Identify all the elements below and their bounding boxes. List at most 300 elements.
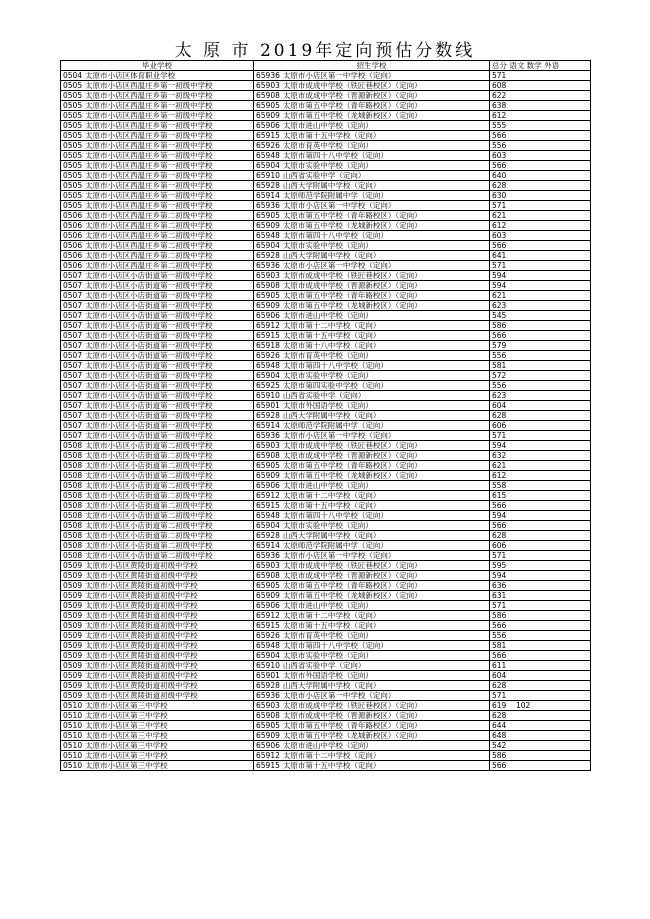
table-header-row <box>61 61 591 71</box>
admit-school-code: 65915 <box>256 331 280 340</box>
admit-school-cell <box>254 141 490 151</box>
grad-school-name: 太原市小店区黄陵街道初级中学校 <box>85 681 198 690</box>
table-row <box>61 141 591 151</box>
grad-school-code: 0505 <box>63 121 83 130</box>
total-score: 594 <box>492 511 507 520</box>
grad-school-name: 太原市小店区小店街道第一初级中学校 <box>85 291 213 300</box>
admit-school-cell <box>254 241 490 251</box>
admit-school-code: 65915 <box>256 621 280 630</box>
table-row <box>61 601 591 611</box>
admit-school-cell <box>254 571 490 581</box>
total-score: 621 <box>492 211 507 220</box>
grad-school-code: 0510 <box>63 741 83 750</box>
grad-school-name: 太原市小店区小店街道第二初级中学校 <box>85 491 213 500</box>
admit-school-name: 山西省实验中学（定向） <box>282 171 366 180</box>
total-score: 628 <box>492 531 507 540</box>
total-score: 628 <box>492 681 507 690</box>
total-score: 545 <box>492 311 507 320</box>
total-score: 571 <box>492 691 507 700</box>
grad-school-code: 0509 <box>63 661 83 670</box>
admit-school-name: 太原市小店区第一中学校（定向） <box>282 201 396 210</box>
total-score: 586 <box>492 611 507 620</box>
admit-school-name: 太原市实验中学校（定向） <box>282 521 373 530</box>
admit-school-name: 太原市第十二中学校（定向） <box>282 321 381 330</box>
table-row <box>61 611 591 621</box>
admit-school-cell <box>254 321 490 331</box>
score-cell <box>490 671 591 681</box>
admit-school-cell <box>254 291 490 301</box>
admit-school-name: 太原市第四十八中学校（定向） <box>282 511 388 520</box>
total-score: 566 <box>492 651 507 660</box>
grad-school-cell <box>61 551 254 561</box>
grad-school-code: 0505 <box>63 91 83 100</box>
grad-school-name: 太原市小店区黄陵街道初级中学校 <box>85 631 198 640</box>
total-score: 641 <box>492 251 507 260</box>
grad-school-code: 0508 <box>63 531 83 540</box>
admit-school-name: 山西大学附属中学校（定向） <box>282 251 381 260</box>
grad-school-code: 0508 <box>63 521 83 530</box>
score-cell <box>490 311 591 321</box>
admit-school-cell <box>254 521 490 531</box>
admit-school-cell <box>254 151 490 161</box>
admit-school-cell <box>254 71 490 81</box>
admit-school-name: 太原市成成中学校（铁匠巷校区）（定向） <box>282 561 422 570</box>
table-row <box>61 521 591 531</box>
total-score: 621 <box>492 461 507 470</box>
grad-school-name: 太原市小店区西温庄乡第二初级中学校 <box>85 211 213 220</box>
admit-school-code: 65936 <box>256 71 280 80</box>
total-score: 571 <box>492 261 507 270</box>
score-cell <box>490 571 591 581</box>
grad-school-code: 0508 <box>63 541 83 550</box>
admit-school-name: 太原市第五中学校（龙城新校区）（定向） <box>282 471 422 480</box>
grad-school-code: 0509 <box>63 571 83 580</box>
grad-school-cell <box>61 181 254 191</box>
total-score: 571 <box>492 71 507 80</box>
admit-school-code: 65901 <box>256 671 280 680</box>
grad-school-cell <box>61 251 254 261</box>
score-cell <box>490 161 591 171</box>
total-score: 622 <box>492 91 507 100</box>
grad-school-name: 太原市小店区西温庄乡第一初级中学校 <box>85 131 213 140</box>
admit-school-cell <box>254 181 490 191</box>
score-cell <box>490 331 591 341</box>
admit-school-cell <box>254 441 490 451</box>
grad-school-code: 0508 <box>63 461 83 470</box>
table-row <box>61 751 591 761</box>
grad-school-name: 太原市小店区黄陵街道初级中学校 <box>85 611 198 620</box>
table-row <box>61 661 591 671</box>
admit-school-code: 65948 <box>256 361 280 370</box>
score-cell <box>490 431 591 441</box>
total-score: 638 <box>492 101 507 110</box>
grad-school-cell <box>61 511 254 521</box>
total-score: 644 <box>492 721 507 730</box>
grad-school-name: 太原市小店区西温庄乡第一初级中学校 <box>85 111 213 120</box>
grad-school-name: 太原市小店区小店街道第一初级中学校 <box>85 421 213 430</box>
table-row <box>61 401 591 411</box>
admit-school-code: 65910 <box>256 391 280 400</box>
total-score: 566 <box>492 501 507 510</box>
grad-school-cell <box>61 211 254 221</box>
admit-school-cell <box>254 501 490 511</box>
admit-school-code: 65904 <box>256 241 280 250</box>
admit-school-name: 太原市实验中学校（定向） <box>282 161 373 170</box>
table-row <box>61 201 591 211</box>
grad-school-cell <box>61 151 254 161</box>
table-row <box>61 461 591 471</box>
score-cell <box>490 561 591 571</box>
table-row <box>61 111 591 121</box>
admit-school-cell <box>254 391 490 401</box>
score-cell <box>490 591 591 601</box>
grad-school-name: 太原市小店区小店街道第一初级中学校 <box>85 411 213 420</box>
grad-school-cell <box>61 471 254 481</box>
grad-school-cell <box>61 491 254 501</box>
total-score: 631 <box>492 591 507 600</box>
grad-school-name: 太原市小店区西温庄乡第一初级中学校 <box>85 171 213 180</box>
grad-school-code: 0506 <box>63 211 83 220</box>
grad-school-cell <box>61 261 254 271</box>
admit-school-cell <box>254 491 490 501</box>
score-cell <box>490 151 591 161</box>
score-cell <box>490 391 591 401</box>
total-score: 571 <box>492 431 507 440</box>
admit-school-cell <box>254 451 490 461</box>
admit-school-code: 65909 <box>256 301 280 310</box>
grad-school-code: 0507 <box>63 321 83 330</box>
grad-school-name: 太原市小店区小店街道第二初级中学校 <box>85 471 213 480</box>
admit-school-cell <box>254 531 490 541</box>
total-score: 566 <box>492 131 507 140</box>
admit-school-name: 太原市实验中学校（定向） <box>282 371 373 380</box>
total-score: 604 <box>492 671 507 680</box>
grad-school-code: 0507 <box>63 271 83 280</box>
admit-school-code: 65904 <box>256 521 280 530</box>
score-cell <box>490 531 591 541</box>
table-row <box>61 351 591 361</box>
grad-school-name: 太原市小店区西温庄乡第二初级中学校 <box>85 221 213 230</box>
admit-school-name: 太原市外国语学校（定向） <box>282 671 373 680</box>
grad-school-cell <box>61 231 254 241</box>
score-cell <box>490 91 591 101</box>
grad-school-name: 太原市小店区小店街道第二初级中学校 <box>85 541 213 550</box>
admit-school-cell <box>254 111 490 121</box>
admit-school-cell <box>254 331 490 341</box>
admit-school-name: 太原市第四十八中学校（定向） <box>282 151 388 160</box>
grad-school-cell <box>61 561 254 571</box>
admit-school-code: 65948 <box>256 231 280 240</box>
grad-school-name: 太原市小店区黄陵街道初级中学校 <box>85 651 198 660</box>
grad-school-name: 太原市小店区西温庄乡第一初级中学校 <box>85 121 213 130</box>
grad-school-cell <box>61 651 254 661</box>
grad-school-cell <box>61 371 254 381</box>
grad-school-cell <box>61 731 254 741</box>
score-cell <box>490 641 591 651</box>
table-row <box>61 341 591 351</box>
grad-school-code: 0507 <box>63 311 83 320</box>
admit-school-name: 太原市第五中学校（龙城新校区）（定向） <box>282 221 422 230</box>
admit-school-name: 太原市第十五中学校（定向） <box>282 761 381 770</box>
admit-school-name: 太原市第十二中学校（定向） <box>282 751 381 760</box>
grad-school-cell <box>61 521 254 531</box>
total-score: 586 <box>492 321 507 330</box>
grad-school-cell <box>61 121 254 131</box>
grad-school-name: 太原市小店区小店街道第一初级中学校 <box>85 301 213 310</box>
grad-school-code: 0509 <box>63 631 83 640</box>
table-body <box>61 71 591 771</box>
admit-school-code: 65906 <box>256 311 280 320</box>
table-row <box>61 451 591 461</box>
grad-school-code: 0509 <box>63 651 83 660</box>
total-score: 594 <box>492 441 507 450</box>
grad-school-name: 太原市小店区小店街道第一初级中学校 <box>85 391 213 400</box>
table-row <box>61 731 591 741</box>
grad-school-name: 太原市小店区小店街道第一初级中学校 <box>85 381 213 390</box>
table-row <box>61 121 591 131</box>
admit-school-cell <box>254 301 490 311</box>
grad-school-name: 太原市小店区小店街道第一初级中学校 <box>85 271 213 280</box>
score-cell <box>490 381 591 391</box>
admit-school-name: 山西大学附属中学校（定向） <box>282 681 381 690</box>
table-row <box>61 671 591 681</box>
table-row <box>61 481 591 491</box>
admit-school-name: 太原市第四实验中学校（定向） <box>282 381 388 390</box>
grad-school-code: 0507 <box>63 431 83 440</box>
grad-school-cell <box>61 611 254 621</box>
total-score: 628 <box>492 411 507 420</box>
grad-school-name: 太原市小店区黄陵街道初级中学校 <box>85 671 198 680</box>
total-score: 572 <box>492 371 507 380</box>
grad-school-cell <box>61 131 254 141</box>
grad-school-code: 0506 <box>63 251 83 260</box>
admit-school-name: 太原市实验中学校（定向） <box>282 651 373 660</box>
admit-school-cell <box>254 661 490 671</box>
header-grad-school: 毕业学校 <box>61 61 254 71</box>
grad-school-code: 0509 <box>63 641 83 650</box>
grad-school-name: 太原市小店区小店街道第一初级中学校 <box>85 361 213 370</box>
grad-school-cell <box>61 691 254 701</box>
table-row <box>61 531 591 541</box>
admit-school-code: 65948 <box>256 511 280 520</box>
grad-school-name: 太原市小店区小店街道第二初级中学校 <box>85 441 213 450</box>
admit-school-name: 太原市第五中学校（龙城新校区）（定向） <box>282 731 422 740</box>
admit-school-code: 65912 <box>256 321 280 330</box>
admit-school-name: 太原市第五中学校（青年路校区）（定向） <box>282 461 422 470</box>
total-score: 542 <box>492 741 507 750</box>
table-row <box>61 441 591 451</box>
total-score: 606 <box>492 421 507 430</box>
admit-school-cell <box>254 721 490 731</box>
table-row <box>61 281 591 291</box>
admit-school-cell <box>254 701 490 711</box>
score-cell <box>490 291 591 301</box>
admit-school-code: 65926 <box>256 141 280 150</box>
admit-school-cell <box>254 271 490 281</box>
admit-school-cell <box>254 371 490 381</box>
admit-school-cell <box>254 471 490 481</box>
grad-school-cell <box>61 751 254 761</box>
score-cell <box>490 101 591 111</box>
grad-school-code: 0508 <box>63 511 83 520</box>
total-score: 621 <box>492 291 507 300</box>
grad-school-code: 0505 <box>63 131 83 140</box>
grad-school-code: 0507 <box>63 371 83 380</box>
admit-school-code: 65915 <box>256 501 280 510</box>
grad-school-name: 太原市小店区黄陵街道初级中学校 <box>85 591 198 600</box>
admit-school-name: 山西省实验中学（定向） <box>282 661 366 670</box>
admit-school-cell <box>254 251 490 261</box>
grad-school-name: 太原市小店区第三中学校 <box>85 721 168 730</box>
admit-school-code: 65906 <box>256 481 280 490</box>
grad-school-code: 0510 <box>63 711 83 720</box>
admit-school-code: 65910 <box>256 171 280 180</box>
table-row <box>61 501 591 511</box>
grad-school-name: 太原市小店区小店街道第一初级中学校 <box>85 351 213 360</box>
grad-school-code: 0505 <box>63 111 83 120</box>
admit-school-cell <box>254 341 490 351</box>
total-score: 566 <box>492 331 507 340</box>
grad-school-code: 0505 <box>63 191 83 200</box>
admit-school-code: 65909 <box>256 731 280 740</box>
grad-school-name: 太原市小店区小店街道第一初级中学校 <box>85 311 213 320</box>
total-score: 603 <box>492 231 507 240</box>
admit-school-code: 65903 <box>256 701 280 710</box>
score-cell <box>490 761 591 771</box>
page-title: 太 原 市 2019年定向预估分数线 <box>174 41 476 61</box>
total-score: 606 <box>492 541 507 550</box>
score-cell <box>490 191 591 201</box>
admit-school-name: 山西省实验中学（定向） <box>282 391 366 400</box>
admit-school-cell <box>254 691 490 701</box>
table-row <box>61 721 591 731</box>
total-score: 556 <box>492 631 507 640</box>
admit-school-code: 65906 <box>256 121 280 130</box>
table-row <box>61 231 591 241</box>
grad-school-name: 太原市小店区小店街道第一初级中学校 <box>85 281 213 290</box>
grad-school-cell <box>61 311 254 321</box>
table-row <box>61 371 591 381</box>
admit-school-cell <box>254 511 490 521</box>
grad-school-cell <box>61 501 254 511</box>
grad-school-cell <box>61 671 254 681</box>
admit-school-name: 太原市成成中学校（晋源新校区）（定向） <box>282 571 422 580</box>
grad-school-name: 太原市小店区西温庄乡第一初级中学校 <box>85 161 213 170</box>
grad-school-name: 太原市小店区西温庄乡第一初级中学校 <box>85 81 213 90</box>
grad-school-cell <box>61 571 254 581</box>
table-row <box>61 411 591 421</box>
score-table <box>60 60 591 771</box>
score-cell <box>490 411 591 421</box>
total-score: 566 <box>492 161 507 170</box>
grad-school-name: 太原市小店区小店街道第二初级中学校 <box>85 481 213 490</box>
table-row <box>61 681 591 691</box>
table-row <box>61 321 591 331</box>
score-cell <box>490 361 591 371</box>
grad-school-name: 太原市小店区小店街道第一初级中学校 <box>85 331 213 340</box>
grad-school-code: 0508 <box>63 481 83 490</box>
score-cell <box>490 751 591 761</box>
score-cell <box>490 71 591 81</box>
table-row <box>61 701 591 711</box>
grad-school-cell <box>61 541 254 551</box>
grad-school-cell <box>61 401 254 411</box>
total-score: 558 <box>492 481 507 490</box>
score-cell <box>490 731 591 741</box>
grad-school-code: 0505 <box>63 161 83 170</box>
grad-school-code: 0506 <box>63 231 83 240</box>
grad-school-cell <box>61 531 254 541</box>
admit-school-code: 65908 <box>256 281 280 290</box>
grad-school-code: 0507 <box>63 291 83 300</box>
admit-school-code: 65936 <box>256 691 280 700</box>
table-row <box>61 741 591 751</box>
admit-school-name: 太原市实验中学校（定向） <box>282 241 373 250</box>
admit-school-code: 65915 <box>256 761 280 770</box>
total-score: 566 <box>492 241 507 250</box>
grad-school-cell <box>61 441 254 451</box>
table-row <box>61 181 591 191</box>
score-cell <box>490 601 591 611</box>
score-cell <box>490 511 591 521</box>
grad-school-cell <box>61 161 254 171</box>
admit-school-code: 65909 <box>256 111 280 120</box>
admit-school-name: 太原市小店区第一中学校（定向） <box>282 691 396 700</box>
admit-school-cell <box>254 611 490 621</box>
grad-school-code: 0505 <box>63 181 83 190</box>
score-cell <box>490 351 591 361</box>
score-cell <box>490 211 591 221</box>
admit-school-cell <box>254 171 490 181</box>
grad-school-name: 太原市小店区西温庄乡第二初级中学校 <box>85 231 213 240</box>
grad-school-cell <box>61 661 254 671</box>
grad-school-cell <box>61 171 254 181</box>
grad-school-code: 0507 <box>63 391 83 400</box>
table-row <box>61 421 591 431</box>
table-row <box>61 211 591 221</box>
score-cell <box>490 81 591 91</box>
score-cell <box>490 321 591 331</box>
admit-school-name: 太原市成成中学校（晋源新校区）（定向） <box>282 451 422 460</box>
admit-school-name: 太原市小店区第一中学校（定向） <box>282 261 396 270</box>
table-row <box>61 271 591 281</box>
total-score: 628 <box>492 181 507 190</box>
total-score: 623 <box>492 391 507 400</box>
score-cell <box>490 401 591 411</box>
admit-school-name: 太原市育英中学校（定向） <box>282 351 373 360</box>
grad-school-cell <box>61 381 254 391</box>
grad-school-name: 太原市小店区小店街道第二初级中学校 <box>85 461 213 470</box>
grad-school-cell <box>61 291 254 301</box>
total-score: 571 <box>492 551 507 560</box>
table-row <box>61 81 591 91</box>
admit-school-cell <box>254 211 490 221</box>
admit-school-code: 65904 <box>256 651 280 660</box>
admit-school-name: 太原市第十五中学校（定向） <box>282 331 381 340</box>
grad-school-name: 太原市小店区西温庄乡第一初级中学校 <box>85 181 213 190</box>
grad-school-code: 0509 <box>63 601 83 610</box>
grad-school-code: 0508 <box>63 501 83 510</box>
grad-school-cell <box>61 581 254 591</box>
admit-school-cell <box>254 461 490 471</box>
total-score: 611 <box>492 661 507 670</box>
admit-school-name: 太原市成成中学校（铁匠巷校区）（定向） <box>282 701 422 710</box>
admit-school-name: 太原市进山中学校（定向） <box>282 741 373 750</box>
admit-school-cell <box>254 651 490 661</box>
grad-school-name: 太原市小店区黄陵街道初级中学校 <box>85 621 198 630</box>
table-row <box>61 431 591 441</box>
admit-school-code: 65928 <box>256 531 280 540</box>
